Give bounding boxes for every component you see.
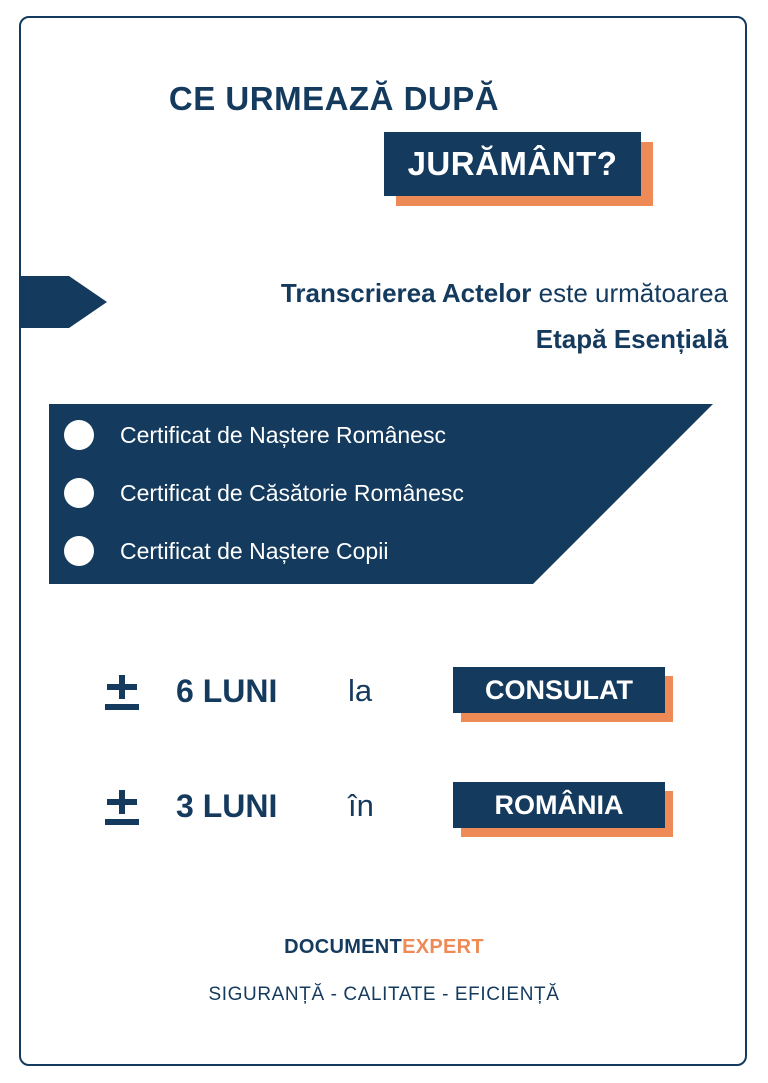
duration-value: 3 LUNI <box>176 788 278 824</box>
title-highlight: JURĂMÂNT? <box>384 132 641 196</box>
arrow-marker-icon <box>19 276 109 328</box>
intro-bold: Transcrierea Actelor <box>280 278 532 308</box>
place-label: ROMÂNIA <box>453 782 665 828</box>
list-item <box>64 476 544 510</box>
certificate-label: Certificat de Naștere Copii <box>120 537 389 564</box>
brand-part1: DOCUMENT <box>284 936 403 958</box>
circle-bullet-icon <box>64 478 94 508</box>
duration-preposition: în <box>348 788 374 823</box>
intro-line2: Etapă Esențială <box>535 324 728 354</box>
intro-line1 <box>281 278 728 309</box>
duration-preposition: la <box>348 673 373 708</box>
plus-minus-icon <box>104 788 140 828</box>
circle-bullet-icon <box>64 420 94 450</box>
duration-row-romania <box>0 782 768 842</box>
intro-regular: este următoarea <box>531 278 728 308</box>
tagline: SIGURANȚĂ - CALITATE - EFICIENȚĂ <box>208 984 560 1005</box>
certificate-label: Certificat de Căsătorie Românesc <box>120 479 464 506</box>
brand-part2: EXPERT <box>402 936 484 958</box>
place-label: CONSULAT <box>453 667 665 713</box>
title-line1: CE URMEAZĂ DUPĂ <box>168 80 500 117</box>
plus-minus-icon <box>104 673 140 713</box>
certificate-label: Certificat de Naștere Românesc <box>120 421 446 448</box>
list-item <box>64 534 544 568</box>
circle-bullet-icon <box>64 536 94 566</box>
brand-logo <box>0 936 768 959</box>
duration-row-consulat <box>0 667 768 727</box>
list-item <box>64 418 544 452</box>
duration-value: 6 LUNI <box>176 673 278 709</box>
